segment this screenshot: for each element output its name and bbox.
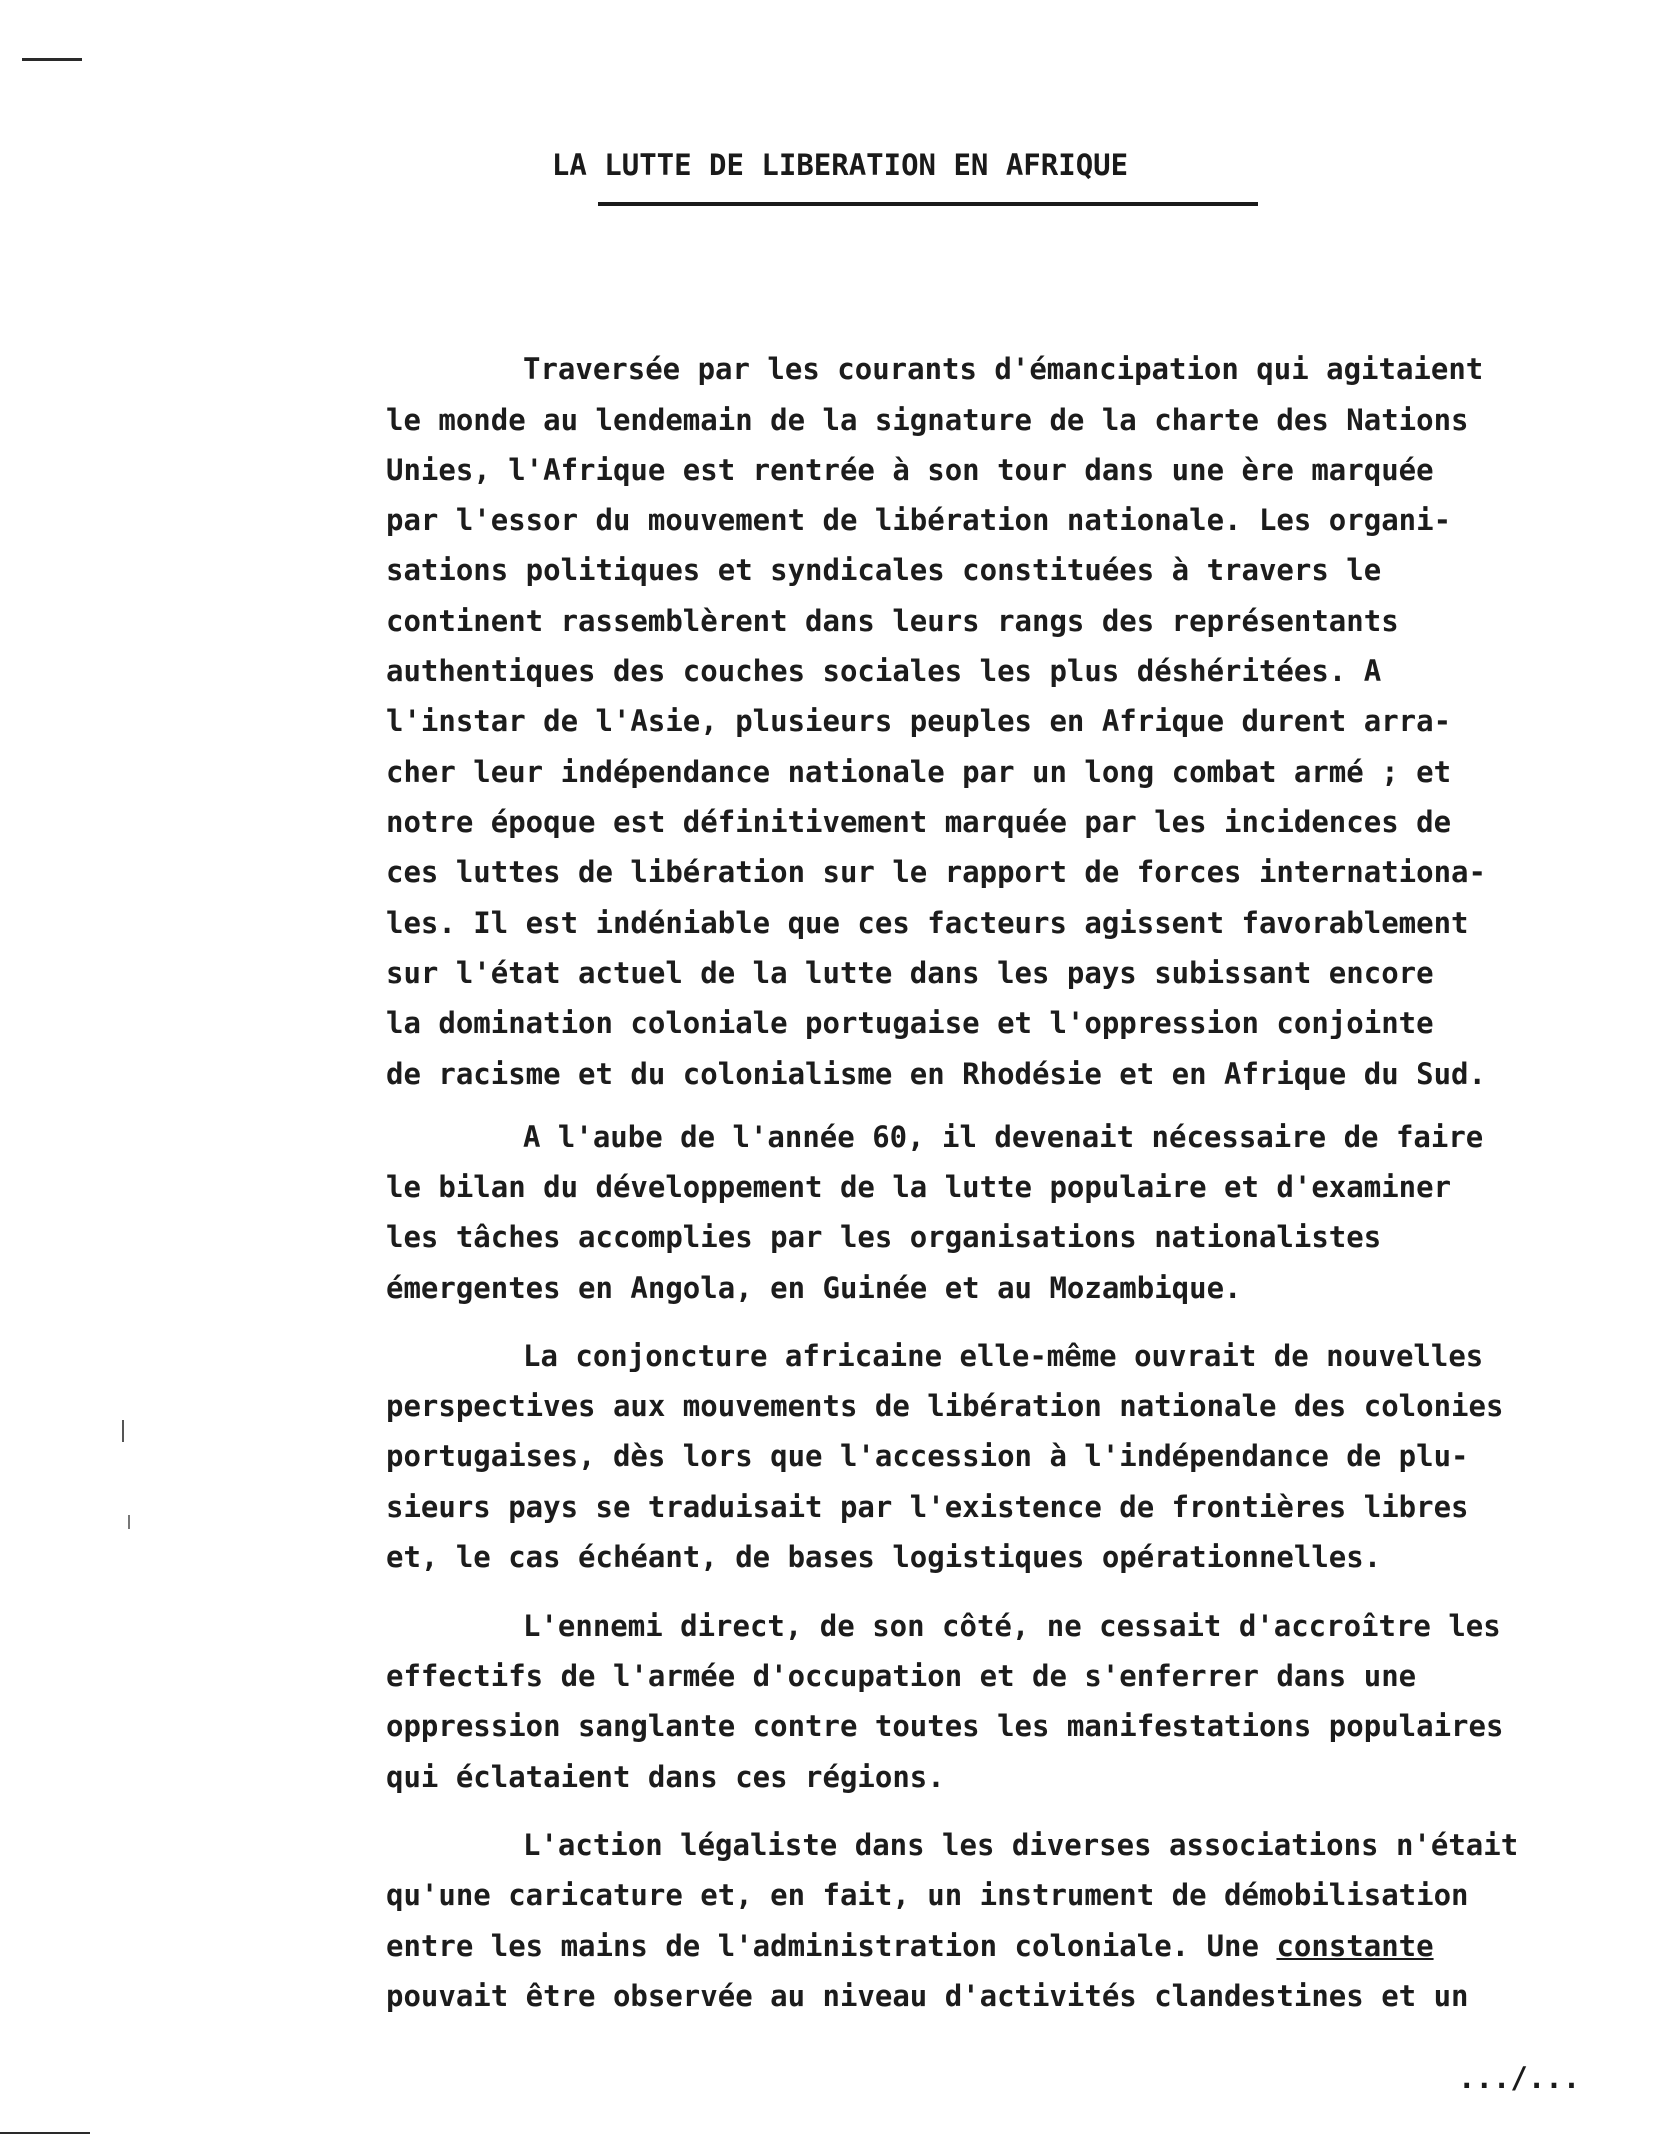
text-line: Traversée par les courants d'émancipation qui agitaient [523,352,1484,386]
text-line: la domination coloniale portugaise et l'oppression conjointe [386,1006,1434,1040]
text-line: les tâches accomplies par les organisations nationalistes [386,1220,1382,1254]
text-line [386,1929,1434,1963]
text-line: de racisme et du colonialisme en Rhodésie et en Afrique du Sud. [386,1057,1486,1091]
text-line-part: entre les mains de l'administration coloniale. Une [386,1929,1277,1963]
text-line: émergentes en Angola, en Guinée et au Mozambique. [386,1271,1242,1305]
text-line: oppression sanglante contre toutes les manifestations populaires [386,1709,1504,1743]
text-line: l'instar de l'Asie, plusieurs peuples en Afrique durent arra- [386,704,1452,738]
text-line: A l'aube de l'année 60, il devenait nécessaire de faire [523,1120,1484,1154]
text-line: Unies, l'Afrique est rentrée à son tour dans une ère marquée [386,453,1434,487]
text-line: le monde au lendemain de la signature de la charte des Nations [386,403,1469,437]
text-line: et, le cas échéant, de bases logistiques opérationnelles. [386,1540,1382,1574]
text-line: le bilan du développement de la lutte populaire et d'examiner [386,1170,1452,1204]
scan-mark-left-margin-2 [128,1515,130,1529]
text-line: cher leur indépendance nationale par un long combat armé ; et [386,755,1452,789]
scan-mark-top-left [22,58,82,61]
text-line: perspectives aux mouvements de libération nationale des colonies [386,1389,1504,1423]
text-line: qui éclataient dans ces régions. [386,1760,945,1794]
title-underline [598,202,1258,206]
text-line: authentiques des couches sociales les plus déshéritées. A [386,654,1382,688]
text-line: les. Il est indéniable que ces facteurs agissent favorablement [386,906,1469,940]
scan-mark-bottom-left [0,2132,90,2134]
document-title: LA LUTTE DE LIBERATION EN AFRIQUE [551,148,1129,182]
text-line: par l'essor du mouvement de libération nationale. Les organi- [386,503,1452,537]
text-line: continent rassemblèrent dans leurs rangs des représentants [386,604,1399,638]
text-line: effectifs de l'armée d'occupation et de s'enferrer dans une [386,1659,1417,1693]
text-line: sur l'état actuel de la lutte dans les pays subissant encore [386,956,1434,990]
scan-mark-left-margin [122,1420,124,1442]
text-line: pouvait être observée au niveau d'activités clandestines et un [386,1979,1469,2013]
text-line: sieurs pays se traduisait par l'existence de frontières libres [386,1490,1469,1524]
text-line: L'action légaliste dans les diverses associations n'était [523,1828,1519,1862]
text-line: L'ennemi direct, de son côté, ne cessait d'accroître les [523,1609,1501,1643]
text-line: qu'une caricature et, en fait, un instrument de démobilisation [386,1878,1469,1912]
underlined-word: constante [1276,1929,1434,1963]
text-line: La conjoncture africaine elle-même ouvrait de nouvelles [523,1339,1484,1373]
text-line: notre époque est définitivement marquée par les incidences de [386,805,1452,839]
text-line: ces luttes de libération sur le rapport de forces internationa- [386,855,1486,889]
continuation-mark: .../... [1458,2061,1581,2095]
text-line: portugaises, dès lors que l'accession à l'indépendance de plu- [386,1439,1469,1473]
text-line: sations politiques et syndicales constituées à travers le [386,553,1382,587]
